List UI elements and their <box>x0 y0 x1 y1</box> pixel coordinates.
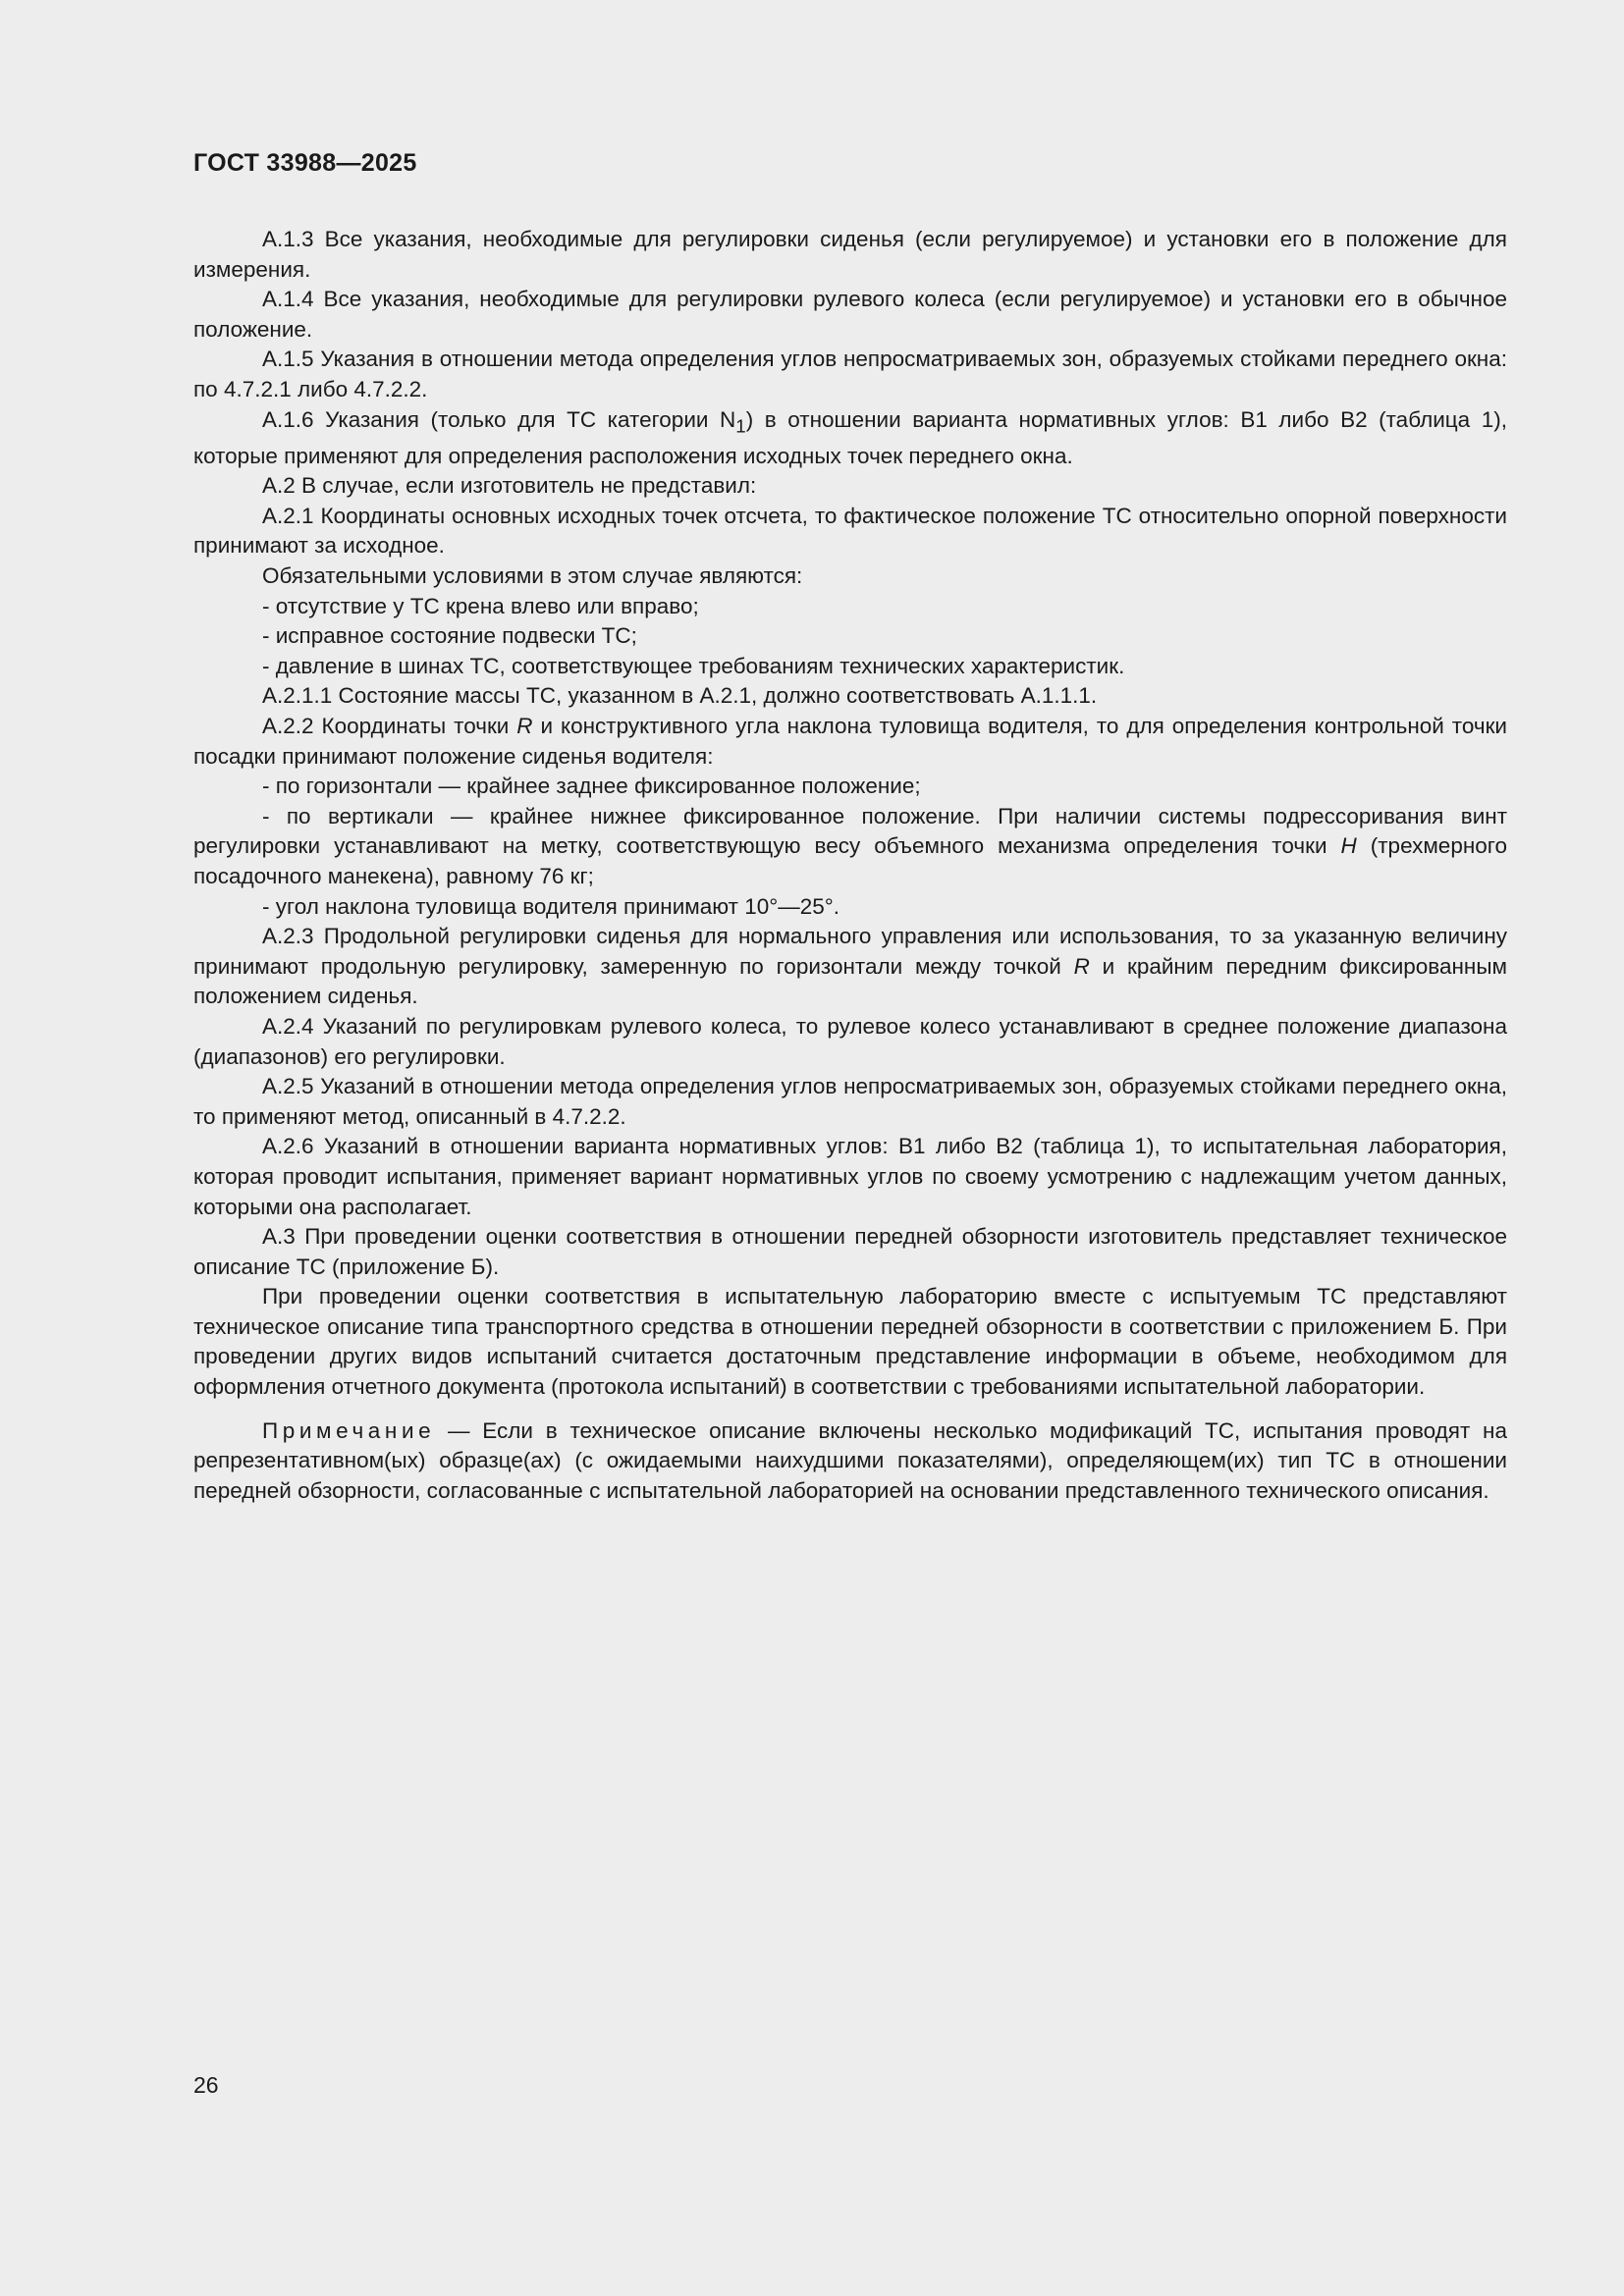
subscript-category: 1 <box>735 415 746 437</box>
note-label: Примечание <box>262 1417 436 1443</box>
paragraph-a21: А.2.1 Координаты основных исходных точек отсчета, то фактическое положение ТС относительно опорной поверхности принимают за исходное. <box>193 503 1507 559</box>
list-item-torso-angle: - угол наклона туловища водителя принимают 10°—25°. <box>262 893 840 919</box>
paragraph-a23 <box>193 922 1507 1012</box>
paragraph-a16 <box>193 405 1507 472</box>
document-header: ГОСТ 33988—2025 <box>193 149 417 177</box>
list-item-vertical <box>193 802 1507 892</box>
paragraph-a22 <box>193 712 1507 772</box>
paragraph-a13: А.1.3 Все указания, необходимые для регулировки сиденья (если регулируемое) и установки его в положение для измерения. <box>193 227 1507 282</box>
page-number: 26 <box>193 2072 219 2098</box>
paragraph-a26: А.2.6 Указаний в отношении варианта нормативных углов: В1 либо В2 (таблица 1), то испытательная лаборатория, которая проводит испытания, применяет вариант нормативных углов по своему усмотрению с надлежащим учетом данных, которыми она располагает. <box>193 1134 1507 1219</box>
paragraph-a22-text-end: и конструктивного угла наклона туловища водителя, то для определения контрольной точки посадки принимают положение сиденья водителя: <box>193 714 1507 769</box>
list-item-suspension: - исправное состояние подвески ТС; <box>262 623 637 649</box>
paragraph-a23-text-start: А.2.3 Продольной регулировки сиденья для нормального управления или использования, то за указанную величину принимают продольную регулировку, замеренную по горизонтали между точкой <box>193 924 1507 979</box>
paragraph-a24: А.2.4 Указаний по регулировкам рулевого колеса, то рулевое колесо устанавливают в среднее положение диапазона (диапазонов) его регулировки. <box>193 1013 1507 1069</box>
paragraph-a14: А.1.4 Все указания, необходимые для регулировки рулевого колеса (если регулируемое) и установки его в обычное положение. <box>193 287 1507 342</box>
note-text: — Если в техническое описание включены несколько модификаций ТС, испытания проводят на репрезентативном(ых) образце(ах) (с ожидаемыми наихудшими показателями), определяющем(их) тип ТС в отношении передней обзорности, согласованные с испытательной лабораторией на основании представленного технического описания. <box>193 1417 1507 1503</box>
point-h-symbol: Н <box>1340 833 1357 859</box>
list-item-vertical-text-end: (трехмерного посадочного манекена), равному 76 кг; <box>193 833 1507 888</box>
paragraph-a211: А.2.1.1 Состояние массы ТС, указанном в А.2.1, должно соответствовать А.1.1.1. <box>262 683 1098 709</box>
point-r-symbol: R <box>516 714 533 738</box>
paragraph-a23-text-end: и крайним передним фиксированным положением сиденья. <box>193 953 1507 1009</box>
paragraph-a15: А.1.5 Указания в отношении метода определения углов непросматриваемых зон, образуемых стойками переднего окна: по 4.7.2.1 либо 4.7.2.2. <box>193 347 1507 401</box>
paragraph-a3: А.3 При проведении оценки соответствия в отношении передней обзорности изготовитель представляет техническое описание ТС (приложение Б). <box>193 1224 1507 1279</box>
note-paragraph <box>193 1416 1507 1507</box>
paragraph-assessment: При проведении оценки соответствия в испытательную лабораторию вместе с испытуемым ТС представляют техническое описание типа транспортного средства в отношении передней обзорности в соответствии с приложением Б. При проведении других видов испытаний считается достаточным представление информации в объеме, необходимом для оформления отчетного документа (протокола испытаний) в соответствии с требованиями испытательной лаборатории. <box>193 1284 1507 1400</box>
paragraph-a16-text-end: ) в отношении варианта нормативных углов: В1 либо В2 (таблица 1), которые применяют для определения расположения исходных точек переднего окна. <box>193 406 1507 468</box>
paragraph-a16-text-start: А.1.6 Указания (только для ТС категории N <box>262 406 736 432</box>
list-item-vertical-text-start: - по вертикали — крайнее нижнее фиксированное положение. При наличии системы подрессоривания винт регулировки устанавливают на метку, соответствующую весу объемного механизма определения точки <box>193 803 1507 859</box>
list-item-tire-pressure: - давление в шинах ТС, соответствующее требованиям технических характеристик. <box>262 653 1125 678</box>
paragraph-mandatory-conditions: Обязательными условиями в этом случае являются: <box>262 563 803 589</box>
list-item-horizontal: - по горизонтали — крайнее заднее фиксированное положение; <box>262 774 921 799</box>
paragraph-a22-text-start: А.2.2 Координаты точки <box>262 714 517 738</box>
list-item-no-roll: - отсутствие у ТС крена влево или вправо; <box>262 593 699 618</box>
paragraph-a25: А.2.5 Указаний в отношении метода определения углов непросматриваемых зон, образуемых стойками переднего окна, то применяют метод, описанный в 4.7.2.2. <box>193 1074 1507 1129</box>
document-body <box>193 225 1507 1506</box>
point-r-symbol: R <box>1073 953 1090 979</box>
paragraph-a2: А.2 В случае, если изготовитель не представил: <box>262 473 757 499</box>
